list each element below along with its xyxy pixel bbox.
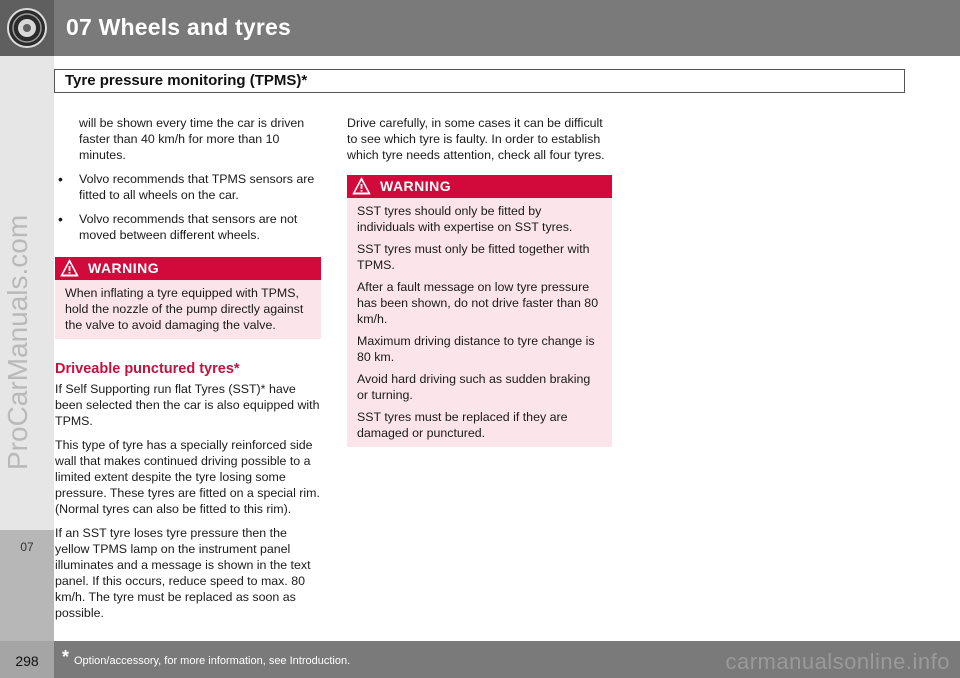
chapter-tab-label: 07 — [20, 540, 34, 554]
warning-box-right — [347, 175, 612, 447]
footnote-text: Option/accessory, for more information, see Introduction. — [74, 655, 351, 667]
header-band — [0, 0, 960, 56]
warning-label: WARNING — [88, 260, 160, 276]
right-column — [347, 115, 612, 455]
paragraph: If an SST tyre loses tyre pressure then the yellow TPMS lamp on the instrument panel illuminates and a message is shown in the text panel. If this occurs, reduce speed to max. 80 km/h. The tyre must be replaced as soon as possible. — [55, 526, 311, 620]
warning-item: SST tyres must be replaced if they are damaged or punctured. — [357, 410, 568, 440]
footnote-star: * — [62, 647, 70, 667]
intro-continuation: will be shown every time the car is driven faster than 40 km/h for more than 10 minutes. — [79, 116, 305, 162]
page-number: 298 — [15, 653, 39, 669]
warning-text: When inflating a tyre equipped with TPMS, hold the nozzle of the pump directly against the valve to avoid damaging the valve. — [65, 286, 304, 332]
chapter-tab — [0, 530, 54, 641]
bullet-dot: • — [58, 211, 63, 227]
warning-box-left — [55, 257, 321, 339]
bullet-item — [55, 171, 321, 203]
chapter-title: 07 Wheels and tyres — [66, 14, 291, 40]
paragraph: If Self Supporting run flat Tyres (SST)* have been selected then the car is also equipped with TPMS. — [55, 382, 320, 428]
left-column — [55, 115, 321, 629]
section-title: Tyre pressure monitoring (TPMS)* — [65, 72, 308, 89]
side-watermark: ProCarManuals.com — [2, 214, 33, 470]
warning-header — [55, 257, 321, 280]
subheading-driveable-punctured-tyres: Driveable punctured tyres* — [55, 361, 240, 377]
warning-label: WARNING — [380, 178, 452, 194]
warning-body — [347, 198, 612, 447]
paragraph: This type of tyre has a specially reinforced side wall that makes continued driving possible to a limited extent despite the tyre losing some pressure. These tyres are fitted on a special rim. (Normal tyres can also be fitted to this rim). — [55, 438, 320, 516]
footer-band — [0, 641, 960, 678]
warning-body — [55, 280, 321, 339]
warning-item: Maximum driving distance to tyre change is 80 km. — [357, 334, 595, 364]
bullet-item — [55, 211, 321, 243]
bullet-dot: • — [58, 171, 63, 187]
warning-item: Avoid hard driving such as sudden braking or turning. — [357, 372, 591, 402]
warning-item: After a fault message on low tyre pressure has been shown, do not drive faster than 80 km/h. — [357, 280, 599, 326]
warning-triangle-icon — [352, 177, 371, 195]
warning-item: SST tyres must only be fitted together with TPMS. — [357, 242, 590, 272]
intro-paragraph: Drive carefully, in some cases it can be difficult to see which tyre is faulty. In order to establish which tyre needs attention, check all four tyres. — [347, 116, 605, 162]
section-title-bar — [54, 69, 905, 93]
chapter-icon-tab — [0, 0, 54, 56]
bullet-text: Volvo recommends that sensors are not moved between different wheels. — [79, 212, 298, 242]
warning-header — [347, 175, 612, 198]
warning-triangle-icon — [60, 259, 79, 277]
warning-item: SST tyres should only be fitted by individuals with expertise on SST tyres. — [357, 204, 573, 234]
page-number-cell — [0, 641, 54, 678]
tyre-icon — [6, 7, 48, 49]
bullet-text: Volvo recommends that TPMS sensors are fitted to all wheels on the car. — [79, 172, 315, 202]
footer-watermark: carmanualsonline.info — [725, 649, 950, 674]
